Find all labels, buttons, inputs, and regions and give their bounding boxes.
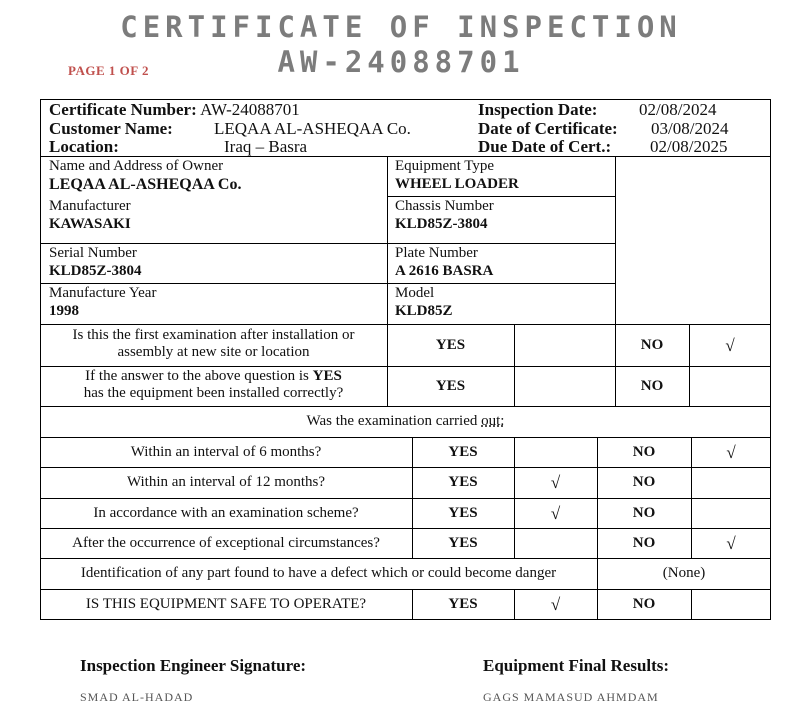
exceptional-question: After the occurrence of exceptional circumstances? [72,535,380,551]
q1-no: NO [640,337,664,353]
certificate-number-title: AW-24088701 [277,45,525,79]
safe-question: IS THIS EQUIPMENT SAFE TO OPERATE? [85,596,367,612]
q2-line1-yes: YES [312,368,342,384]
interval-12-question: Within an interval of 12 months? [126,474,326,490]
cert-number-value: AW-24088701 [200,100,300,119]
q1-line1: Is this the first examination after installation or [72,327,355,343]
customer-label: Customer Name: [49,119,173,138]
manufacturer-label: Manufacturer [49,198,131,214]
scheme-question: In accordance with an examination scheme? [93,505,359,521]
carried-out-underlined: out: [481,413,505,429]
customer-value: LEQAA AL-ASHEQAA Co. [214,119,411,138]
year-label: Manufacture Year [49,285,157,301]
interval-12-yes-check: √ [550,473,561,492]
due-date-label: Due Date of Cert.: [478,137,612,156]
interval-6-yes: YES [448,444,478,460]
certificate-title: CERTIFICATE OF INSPECTION [120,10,682,44]
scheme-yes-check: √ [550,504,561,523]
q2-installed-correctly [40,368,387,402]
safe-no: NO [632,596,656,612]
equipment-type-label: Equipment Type [395,158,495,174]
final-results-label: Equipment Final Results: [483,656,670,675]
defect-value: (None) [662,565,706,581]
q1-yes: YES [435,337,466,353]
inspection-date-value: 02/08/2024 [639,100,717,119]
engineer-name: SMAD AL-HADAD [80,690,194,704]
year-value: 1998 [49,303,79,319]
date-of-certificate-value: 03/08/2024 [651,119,729,138]
q2-no: NO [640,378,664,394]
q2-line1-text: If the answer to the above question is [85,368,313,384]
scheme-no: NO [632,505,656,521]
page-indicator: PAGE 1 OF 2 [68,63,149,78]
cert-number-row [49,100,300,120]
interval-12-yes: YES [448,474,478,490]
date-of-certificate-label: Date of Certificate: [478,119,618,138]
due-date-value: 02/08/2025 [650,137,728,156]
carried-out-text: Was the examination carried [306,413,482,429]
manufacturer-value: KAWASAKI [49,216,131,232]
q1-first-examination [40,327,387,361]
safe-yes-check: √ [550,595,561,614]
scheme-yes: YES [448,505,478,521]
interval-12-no: NO [632,474,656,490]
location-value: Iraq – Basra [224,137,308,156]
interval-6-no-check: √ [726,443,736,462]
defect-question: Identification of any part found to have a defect which or could become danger [80,565,557,581]
safe-yes: YES [448,596,478,612]
plate-label: Plate Number [395,245,478,261]
location-label: Location: [49,137,119,156]
q2-line2: has the equipment been installed correctly? [83,385,344,401]
exceptional-no-check: √ [726,534,736,553]
q1-no-check: √ [725,336,735,355]
exceptional-yes: YES [448,535,478,551]
cert-number-label: Certificate Number: [49,100,197,119]
q2-yes: YES [435,378,466,394]
serial-label: Serial Number [49,245,137,261]
interval-6-no: NO [632,444,656,460]
equipment-type-value: WHEEL LOADER [395,176,519,192]
engineer-signature-label: Inspection Engineer Signature: [80,656,307,675]
inspection-date-label: Inspection Date: [478,100,598,119]
q1-line2: assembly at new site or location [117,344,310,360]
plate-value: A 2616 BASRA [395,263,494,279]
chassis-value: KLD85Z-3804 [395,216,488,232]
model-label: Model [395,285,435,301]
exceptional-no: NO [632,535,656,551]
results-name: GAGS MAMASUD AHMDAM [483,690,659,704]
model-value: KLD85Z [395,303,453,319]
owner-value: LEQAA AL-ASHEQAA Co. [49,176,242,193]
chassis-label: Chassis Number [395,198,494,214]
serial-value: KLD85Z-3804 [49,263,142,279]
interval-6-question: Within an interval of 6 months? [130,444,322,460]
carried-out-heading [40,413,771,430]
owner-label: Name and Address of Owner [49,158,224,174]
